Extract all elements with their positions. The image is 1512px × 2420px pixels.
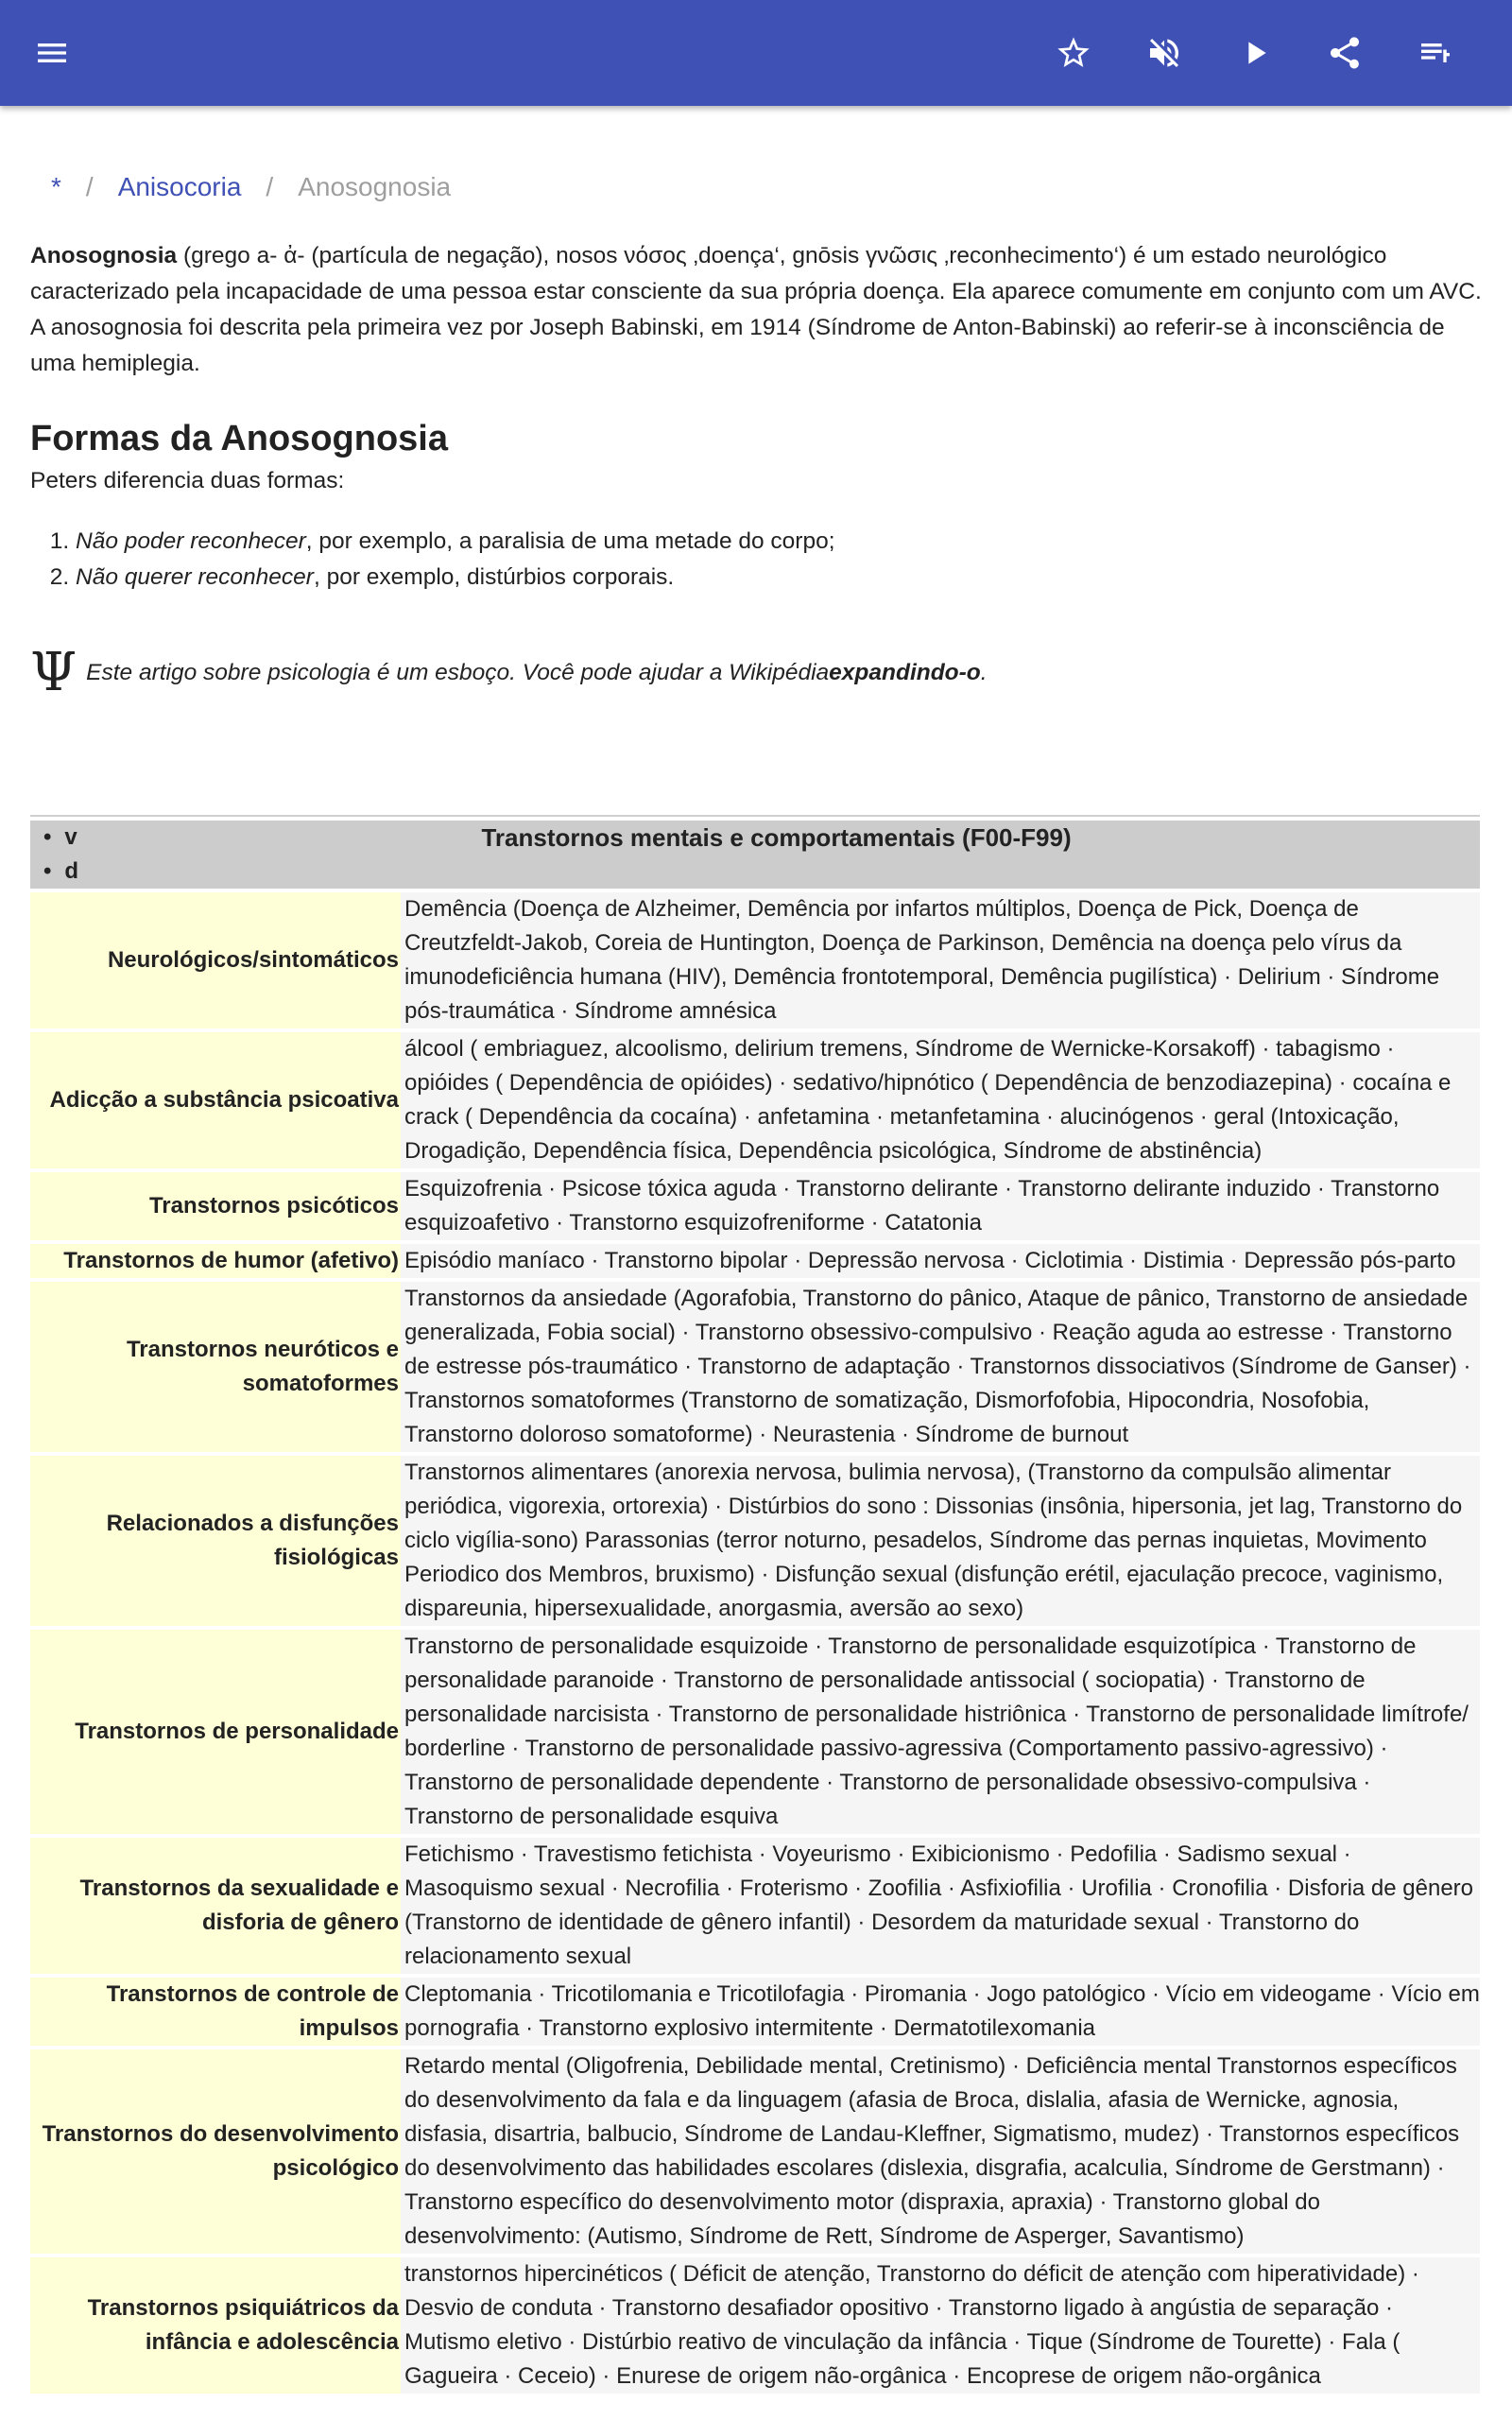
navbox-group-label: Transtornos de controle de impulsos	[30, 1978, 401, 2046]
navbox-group-label: Transtornos de humor (afetivo)	[30, 1244, 401, 1278]
navbox-row	[30, 1244, 1480, 1278]
breadcrumb-separator: /	[85, 172, 94, 201]
list-item	[76, 560, 1482, 596]
breadcrumb-current: Anosognosia	[298, 172, 452, 201]
navbox-row	[30, 1630, 1480, 1834]
stub-notice	[30, 642, 1482, 703]
form-description: , por exemplo, distúrbios corporais.	[313, 564, 675, 590]
navbox-row	[30, 1172, 1480, 1240]
navbox-group-label: Transtornos psicóticos	[30, 1172, 401, 1240]
navbox	[30, 815, 1480, 2397]
navbox-group-list[interactable]: Cleptomania · Tricotilomania e Tricotilofagia · Piromania · Jogo patológico · Vício em videogame · Vício em pornografia · Transtorno explosivo intermitente · Dermatotilexomania	[401, 1978, 1480, 2046]
navbox-group-label: Transtornos do desenvolvimento psicológico	[30, 2049, 401, 2254]
menu-icon[interactable]	[22, 23, 82, 83]
list-item	[76, 524, 1482, 560]
navbox-vd-list	[43, 821, 78, 889]
volume-off-icon[interactable]	[1134, 23, 1194, 83]
section-title: Formas da Anosognosia	[30, 419, 448, 458]
navbox-group-list[interactable]: transtornos hipercinéticos ( Déficit de atenção, Transtorno do déficit de atenção com hiperatividade) · Desvio de conduta · Transtorno desafiador opositivo · Transtorno ligado à angústia de separação · Mutismo eletivo · Distúrbio reativo de vinculação da infância · Tique (Síndrome de Tourette) · Fala ( Gagueira · Ceceio) · Enurese de origem não-orgânica · Encoprese de origem não-orgânica	[401, 2257, 1480, 2394]
navbox-group-list[interactable]: Esquizofrenia · Psicose tóxica aguda · Transtorno delirante · Transtorno delirante induzido · Transtorno esquizoafetivo · Transtorno esquizofreniforme · Catatonia	[401, 1172, 1480, 1240]
lead-paragraph	[30, 238, 1482, 382]
navbox-body	[30, 892, 1480, 2394]
breadcrumb-parent[interactable]: Anisocoria	[117, 172, 242, 201]
navbox-group-list[interactable]: Episódio maníaco · Transtorno bipolar · Depressão nervosa · Ciclotimia · Distimia · Depressão pós-parto	[401, 1244, 1480, 1278]
navbox-group-list[interactable]: álcool ( embriaguez, alcoolismo, delirium tremens, Síndrome de Wernicke-Korsakoff) · tabagismo · opióides ( Dependência de opióides) · sedativo/hipnótico ( Dependência de benzodiazepina) · cocaína e crack ( Dependência da cocaína) · anfetamina · metanfetamina · alucinógenos · geral (Intoxicação, Drogadição, Dependência física, Dependência psicológica, Síndrome de abstinência)	[401, 1032, 1480, 1168]
navbox-group-label: Relacionados a disfunções fisiológicas	[30, 1456, 401, 1626]
navbox-group-label: Transtornos neuróticos e somatoformes	[30, 1282, 401, 1452]
share-icon[interactable]	[1314, 23, 1375, 83]
discuss-link[interactable]: • d	[43, 855, 78, 889]
navbox-group-list[interactable]: Transtornos da ansiedade (Agorafobia, Transtorno do pânico, Ataque de pânico, Transtorno de ansiedade generalizada, Fobia social) · Transtorno obsessivo-compulsivo · Reação aguda ao estresse · Transtorno de estresse pós-traumático · Transtorno de adaptação · Transtornos dissociativos (Síndrome de Ganser) · Transtornos somatoformes (Transtorno de somatização, Dismorfofobia, Hipocondria, Nosofobia, Transtorno doloroso somatoforme) · Neurastenia · Síndrome de burnout	[401, 1282, 1480, 1452]
navbox-row	[30, 1282, 1480, 1452]
playlist-icon[interactable]	[1405, 23, 1466, 83]
navbox-group-list[interactable]: Fetichismo · Travestismo fetichista · Voyeurismo · Exibicionismo · Pedofilia · Sadismo sexual · Masoquismo sexual · Necrofilia · Froterismo · Zoofilia · Asfixiofilia · Urofilia · Cronofilia · Disforia de gênero (Transtorno de identidade de gênero infantil) · Desordem da maturidade sexual · Transtorno do relacionamento sexual	[401, 1838, 1480, 1974]
star-outline-icon[interactable]	[1043, 23, 1104, 83]
navbox-group-label: Transtornos de personalidade	[30, 1630, 401, 1834]
navbox-group-list[interactable]: Retardo mental (Oligofrenia, Debilidade mental, Cretinismo) · Deficiência mental Transtornos específicos do desenvolvimento da fala e da linguagem (afasia de Broca, dislalia, afasia de Wernicke, agnosia, disfasia, disartria, balbucio, Síndrome de Landau-Kleffner, Sigmatismo, mudez) · Transtornos específicos do desenvolvimento das habilidades escolares (dislexia, disgrafia, acalculia, Síndrome de Gerstmann) · Transtorno específico do desenvolvimento motor (dispraxia, apraxia) · Transtorno global do desenvolvimento: (Autismo, Síndrome de Rett, Síndrome de Asperger, Savantismo)	[401, 2049, 1480, 2254]
article-content	[30, 106, 1482, 701]
expand-link[interactable]: expandindo-o	[829, 660, 981, 685]
navbox-title: Transtornos mentais e comportamentais (F00-F99)	[481, 823, 1072, 852]
navbox-group-label: Transtornos da sexualidade e disforia de gênero	[30, 1838, 401, 1974]
navbox-group-label: Adicção a substância psicoativa	[30, 1032, 401, 1168]
play-icon[interactable]	[1225, 23, 1285, 83]
app-toolbar	[0, 0, 1512, 106]
navbox-group-list[interactable]: Demência (Doença de Alzheimer, Demência por infartos múltiplos, Doença de Pick, Doença de Creutzfeldt-Jakob, Coreia de Huntington, Doença de Parkinson, Demência na doença pelo vírus da imunodeficiência humana (HIV), Demência frontotemporal, Demência pugilística) · Delirium · Síndrome pós-traumática · Síndrome amnésica	[401, 892, 1480, 1028]
section-intro: Peters diferencia duas formas:	[30, 468, 345, 493]
form-term: Não querer reconhecer	[76, 564, 314, 590]
stub-end: .	[980, 660, 988, 685]
navbox-group-list[interactable]: Transtornos alimentares (anorexia nervosa, bulimia nervosa), (Transtorno da compulsão alimentar periódica, vigorexia, ortorexia) · Distúrbios do sono : Dissonias (insônia, hipersonia, jet lag, Transtorno do ciclo vigília-sono) Parassonias (terror noturno, pesadelos, Síndrome das pernas inquietas, Movimento Periodico dos Membros, bruxismo) · Disfunção sexual (disfunção erétil, ejaculação precoce, vaginismo, dispareunia, hipersexualidade, anorgasmia, aversão ao sexo)	[401, 1456, 1480, 1626]
psi-icon: Ψ	[30, 642, 77, 703]
view-link[interactable]: • v	[43, 821, 78, 855]
navbox-group-label: Neurológicos/sintomáticos	[30, 892, 401, 1028]
navbox-row	[30, 2049, 1480, 2254]
navbox-row	[30, 1456, 1480, 1626]
breadcrumb-separator: /	[266, 172, 274, 201]
navbox-row	[30, 1978, 1480, 2046]
forms-list	[30, 524, 1482, 596]
navbox-header	[30, 821, 1480, 889]
navbox-row	[30, 1032, 1480, 1168]
lead-term: Anosognosia	[30, 243, 178, 268]
form-description: , por exemplo, a paralisia de uma metade do corpo;	[305, 528, 835, 554]
form-term: Não poder reconhecer	[76, 528, 306, 554]
lead-text: (grego a- ἀ- (partícula de negação), nosos νόσος ‚doença‘, gnōsis γνῶσις ‚reconhecimento‘) é um estado neurológico caracterizado pela incapacidade de uma pessoa estar consciente da sua própria doença. Ela aparece comumente em conjunto com um AVC. A anosognosia foi descrita pela primeira vez por Joseph Babinski, em 1914 (Síndrome de Anton-Babinski) ao referir-se à inconsciência de uma hemiplegia.	[30, 243, 1482, 376]
navbox-row	[30, 892, 1480, 1028]
navbox-group-list[interactable]: Transtorno de personalidade esquizoide · Transtorno de personalidade esquizotípica · Transtorno de personalidade paranoide · Transtorno de personalidade antissocial ( sociopatia) · Transtorno de personalidade narcisista · Transtorno de personalidade histriônica · Transtorno de personalidade limítrofe/ borderline · Transtorno de personalidade passivo-agressiva (Comportamento passivo-agressivo) · Transtorno de personalidade dependente · Transtorno de personalidade obsessivo-compulsiva · Transtorno de personalidade esquiva	[401, 1630, 1480, 1834]
breadcrumb	[30, 168, 1482, 206]
stub-text: Este artigo sobre psicologia é um esboço. Você pode ajudar a Wikipédia	[86, 660, 830, 685]
navbox-group-label: Transtornos psiquiátricos da infância e adolescência	[30, 2257, 401, 2394]
navbox-row	[30, 1838, 1480, 1974]
navbox-row	[30, 2257, 1480, 2394]
breadcrumb-home[interactable]: *	[51, 172, 61, 201]
